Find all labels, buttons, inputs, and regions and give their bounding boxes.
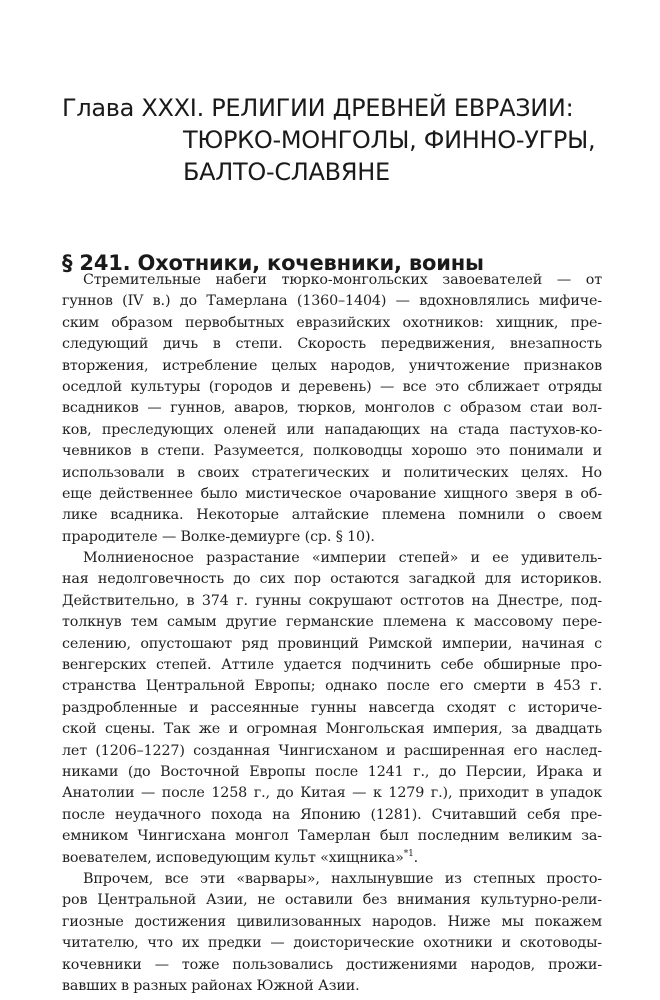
text-line: ров Центральной Азии, не оставили без внимания культурно-рели- bbox=[62, 892, 602, 909]
paragraph-2 bbox=[62, 548, 602, 869]
chapter-title bbox=[62, 92, 622, 188]
text-line: селению, опустошают ряд провинций Римской империи, начиная с bbox=[62, 635, 602, 652]
chapter-title-line-3: БАЛТО-СЛАВЯНЕ bbox=[183, 158, 390, 187]
text-line: странства Центральной Европы; однако после его смерти в 453 г. bbox=[62, 678, 602, 695]
text-line: лет (1206–1227) созданная Чингисханом и расширенная его наслед- bbox=[62, 742, 602, 759]
chapter-title-line-1: Глава XXXI. РЕЛИГИИ ДРЕВНЕЙ ЕВРАЗИИ: bbox=[62, 94, 574, 123]
text-line: после неудачного похода на Японию (1281). Считавший себя пре- bbox=[62, 806, 602, 823]
text-line: Стремительные набеги тюрко-монгольских завоевателей — от bbox=[83, 272, 602, 288]
paragraph-1 bbox=[62, 270, 602, 548]
text-line: оседлой культуры (городов и деревень) — все это сближает отряды bbox=[62, 378, 602, 395]
text-line: гиозные достижения цивилизованных народов. Ниже мы покажем bbox=[62, 913, 602, 930]
text-line: всадников — гуннов, аваров, тюрков, монголов с образом стаи вол- bbox=[62, 400, 602, 417]
text-line: Молниеносное разрастание «империи степей» и ее удивитель- bbox=[83, 550, 602, 567]
chapter-title-line-2: ТЮРКО-МОНГОЛЫ, ФИННО-УГРЫ, bbox=[183, 126, 596, 155]
text-line: ским образом первобытных евразийских охотников: хищник, пре- bbox=[62, 314, 602, 331]
text-line: ная недолговечность до сих пор остаются загадкой для историков. bbox=[62, 571, 602, 588]
text-line: прародителе — Волке-демиурге (ср. § 10). bbox=[62, 528, 375, 545]
text-line: вторжения, истребление целых народов, уничтожение признаков bbox=[62, 357, 602, 374]
text-line: емником Чингисхана монгол Тамерлан был последним великим за- bbox=[62, 828, 602, 845]
sentence-end: . bbox=[413, 849, 419, 866]
text-line: читателю, что их предки — доисторические охотники и скотоводы- bbox=[62, 935, 602, 952]
text-line: следующий дичь в степи. Скорость передвижения, внезапность bbox=[62, 336, 602, 353]
text-line: никами (до Восточной Европы после 1241 г., до Персии, Ирака и bbox=[62, 763, 602, 780]
text-line: лике всадника. Некоторые алтайские племена помнили о своем bbox=[62, 507, 602, 524]
text-line: Анатолии — после 1258 г., до Китая — к 1279 г.), приходит в упадок bbox=[62, 785, 602, 802]
text-line: использовали в своих стратегических и политических целях. Но bbox=[62, 464, 602, 481]
text-line: Действительно, в 374 г. гунны сокрушают остготов на Днестре, под- bbox=[62, 592, 602, 609]
text-line: Впрочем, все эти «варвары», нахлынувшие из степных просто- bbox=[83, 870, 602, 887]
text-line: чевников в степи. Разумеется, полководцы хорошо это понимали и bbox=[62, 443, 602, 460]
text-line-content: воевателем, исповедующим культ «хищника» bbox=[62, 849, 404, 866]
text-line: вавших в разных районах Южной Азии. bbox=[62, 977, 360, 994]
paragraph-3 bbox=[62, 869, 602, 997]
text-line: венгерских степей. Аттиле удается подчинить себе обширные про- bbox=[62, 657, 602, 674]
text-line: еще действеннее было мистическое очарование хищного зверя в об- bbox=[62, 485, 602, 502]
text-line: кочевники — тоже пользовались достижениями народов, прожи- bbox=[62, 956, 602, 973]
text-line: ков, преследующих оленей или нападающих на стада пастухов-ко- bbox=[62, 421, 602, 438]
text-line: гуннов (IV в.) до Тамерлана (1360–1404) — вдохновлялись мифиче- bbox=[62, 293, 602, 310]
text-line: толкнув тем самым другие германские племена к массовому пере- bbox=[62, 614, 602, 631]
section-title: § 241. Охотники, кочевники, воины bbox=[62, 251, 484, 276]
body-text bbox=[62, 270, 602, 997]
footnote-marker[interactable]: *1 bbox=[403, 848, 414, 859]
text-line-with-footnote bbox=[62, 848, 602, 869]
text-line: раздробленные и рассеянные гунны навсегда сходят с историче- bbox=[62, 699, 602, 716]
text-line: ской сцены. Так же и огромная Монгольская империя, за двадцать bbox=[62, 721, 602, 738]
